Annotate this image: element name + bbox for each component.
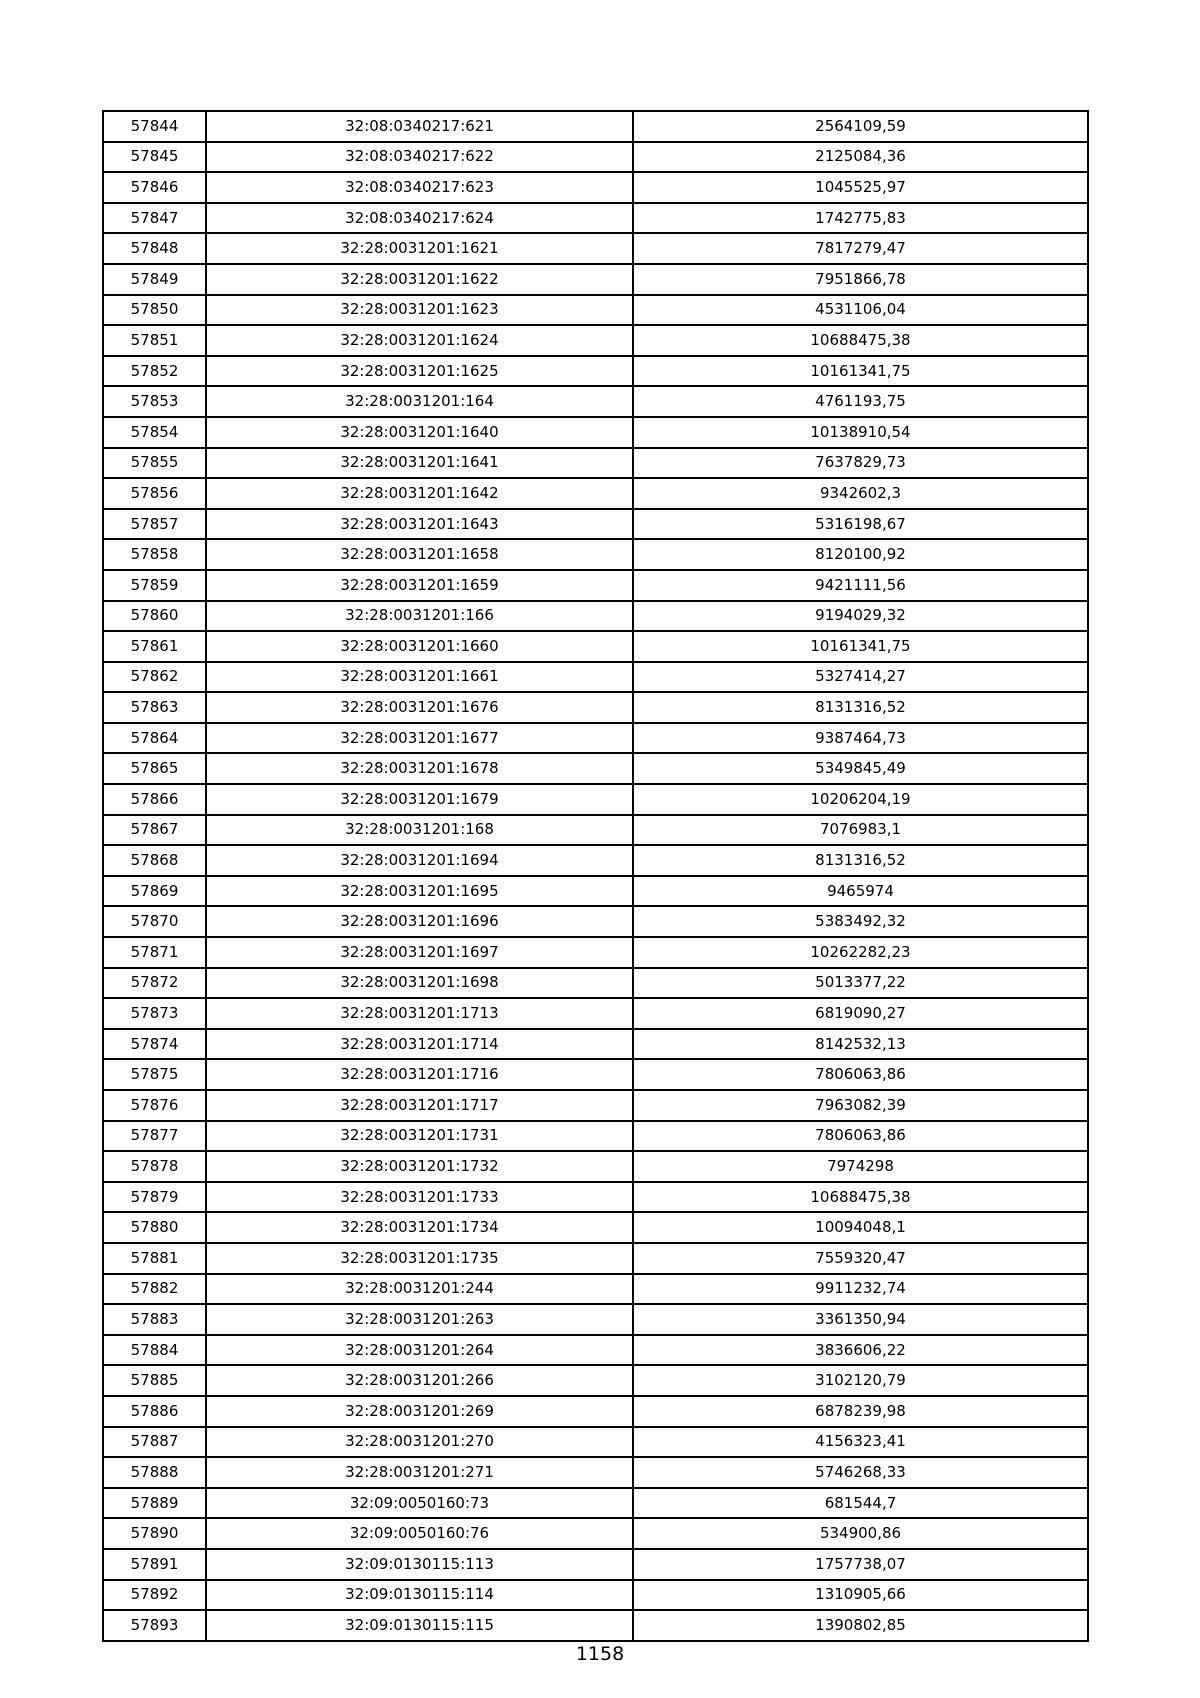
- table-row: [103, 1457, 1088, 1488]
- cadastral-number-cell: 32:09:0130115:115: [206, 1610, 633, 1641]
- cadastral-number-cell: 32:09:0130115:114: [206, 1580, 633, 1611]
- table-row: [103, 142, 1088, 173]
- cadastral-number-cell: 32:28:0031201:1694: [206, 845, 633, 876]
- row-number-cell: 57882: [103, 1274, 206, 1305]
- row-number-cell: 57889: [103, 1488, 206, 1519]
- value-cell: 9421111,56: [633, 570, 1088, 601]
- row-number-cell: 57885: [103, 1365, 206, 1396]
- cadastral-number-cell: 32:28:0031201:1641: [206, 448, 633, 479]
- row-number-cell: 57880: [103, 1212, 206, 1243]
- table-row: [103, 1151, 1088, 1182]
- cadastral-number-cell: 32:28:0031201:1625: [206, 356, 633, 387]
- value-cell: 534900,86: [633, 1518, 1088, 1549]
- cadastral-number-cell: 32:28:0031201:1714: [206, 1029, 633, 1060]
- value-cell: 1045525,97: [633, 172, 1088, 203]
- value-cell: 7951866,78: [633, 264, 1088, 295]
- row-number-cell: 57853: [103, 386, 206, 417]
- cadastral-number-cell: 32:09:0050160:73: [206, 1488, 633, 1519]
- table-row: [103, 1029, 1088, 1060]
- value-cell: 7817279,47: [633, 233, 1088, 264]
- cadastral-number-cell: 32:28:0031201:264: [206, 1335, 633, 1366]
- row-number-cell: 57883: [103, 1304, 206, 1335]
- value-cell: 5013377,22: [633, 968, 1088, 999]
- table-row: [103, 295, 1088, 326]
- row-number-cell: 57863: [103, 692, 206, 723]
- table-row: [103, 1212, 1088, 1243]
- table-row: [103, 631, 1088, 662]
- cadastral-number-cell: 32:28:0031201:244: [206, 1274, 633, 1305]
- table-row: [103, 662, 1088, 693]
- cadastral-number-cell: 32:09:0050160:76: [206, 1518, 633, 1549]
- table-row: [103, 1182, 1088, 1213]
- table-row: [103, 1396, 1088, 1427]
- value-cell: 8142532,13: [633, 1029, 1088, 1060]
- value-cell: 9342602,3: [633, 478, 1088, 509]
- value-cell: 5746268,33: [633, 1457, 1088, 1488]
- table-row: [103, 723, 1088, 754]
- value-cell: 9387464,73: [633, 723, 1088, 754]
- table-row: [103, 1304, 1088, 1335]
- table-row: [103, 264, 1088, 295]
- table-body: [103, 111, 1088, 1641]
- table-row: [103, 570, 1088, 601]
- cadastral-number-cell: 32:28:0031201:1698: [206, 968, 633, 999]
- table-row: [103, 448, 1088, 479]
- table-row: [103, 1365, 1088, 1396]
- cadastral-number-cell: 32:28:0031201:1677: [206, 723, 633, 754]
- table-row: [103, 1427, 1088, 1458]
- table-row: [103, 111, 1088, 142]
- row-number-cell: 57844: [103, 111, 206, 142]
- value-cell: 10161341,75: [633, 631, 1088, 662]
- cadastral-number-cell: 32:28:0031201:1732: [206, 1151, 633, 1182]
- table-row: [103, 1243, 1088, 1274]
- value-cell: 6819090,27: [633, 998, 1088, 1029]
- table-row: [103, 356, 1088, 387]
- page-number: 1158: [575, 1643, 625, 1665]
- cadastral-number-cell: 32:09:0130115:113: [206, 1549, 633, 1580]
- value-cell: 8120100,92: [633, 539, 1088, 570]
- row-number-cell: 57845: [103, 142, 206, 173]
- row-number-cell: 57867: [103, 815, 206, 846]
- cadastral-number-cell: 32:28:0031201:1697: [206, 937, 633, 968]
- table-row: [103, 1549, 1088, 1580]
- cadastral-number-cell: 32:28:0031201:1640: [206, 417, 633, 448]
- value-cell: 10206204,19: [633, 784, 1088, 815]
- value-cell: 9194029,32: [633, 601, 1088, 632]
- data-table: [102, 110, 1089, 1642]
- cadastral-number-cell: 32:28:0031201:1642: [206, 478, 633, 509]
- table-row: [103, 203, 1088, 234]
- row-number-cell: 57878: [103, 1151, 206, 1182]
- value-cell: 4156323,41: [633, 1427, 1088, 1458]
- table-row: [103, 906, 1088, 937]
- value-cell: 9465974: [633, 876, 1088, 907]
- row-number-cell: 57858: [103, 539, 206, 570]
- cadastral-number-cell: 32:28:0031201:269: [206, 1396, 633, 1427]
- row-number-cell: 57888: [103, 1457, 206, 1488]
- table-row: [103, 539, 1088, 570]
- row-number-cell: 57864: [103, 723, 206, 754]
- row-number-cell: 57873: [103, 998, 206, 1029]
- value-cell: 4761193,75: [633, 386, 1088, 417]
- value-cell: 7076983,1: [633, 815, 1088, 846]
- cadastral-number-cell: 32:28:0031201:271: [206, 1457, 633, 1488]
- value-cell: 10688475,38: [633, 1182, 1088, 1213]
- table-row: [103, 845, 1088, 876]
- table-row: [103, 692, 1088, 723]
- table-row: [103, 1580, 1088, 1611]
- value-cell: 1757738,07: [633, 1549, 1088, 1580]
- row-number-cell: 57857: [103, 509, 206, 540]
- table-row: [103, 937, 1088, 968]
- value-cell: 3361350,94: [633, 1304, 1088, 1335]
- row-number-cell: 57881: [103, 1243, 206, 1274]
- table-row: [103, 601, 1088, 632]
- table-row: [103, 417, 1088, 448]
- table-row: [103, 876, 1088, 907]
- row-number-cell: 57846: [103, 172, 206, 203]
- value-cell: 8131316,52: [633, 845, 1088, 876]
- table-row: [103, 1090, 1088, 1121]
- table-row: [103, 1335, 1088, 1366]
- row-number-cell: 57851: [103, 325, 206, 356]
- table-row: [103, 386, 1088, 417]
- row-number-cell: 57892: [103, 1580, 206, 1611]
- row-number-cell: 57893: [103, 1610, 206, 1641]
- cadastral-number-cell: 32:28:0031201:166: [206, 601, 633, 632]
- cadastral-number-cell: 32:28:0031201:168: [206, 815, 633, 846]
- cadastral-number-cell: 32:28:0031201:1733: [206, 1182, 633, 1213]
- cadastral-number-cell: 32:28:0031201:1678: [206, 753, 633, 784]
- table-row: [103, 968, 1088, 999]
- table-row: [103, 509, 1088, 540]
- row-number-cell: 57861: [103, 631, 206, 662]
- cadastral-number-cell: 32:28:0031201:1695: [206, 876, 633, 907]
- row-number-cell: 57871: [103, 937, 206, 968]
- value-cell: 3102120,79: [633, 1365, 1088, 1396]
- table-row: [103, 998, 1088, 1029]
- value-cell: 7806063,86: [633, 1059, 1088, 1090]
- cadastral-number-cell: 32:28:0031201:1716: [206, 1059, 633, 1090]
- cadastral-number-cell: 32:28:0031201:1679: [206, 784, 633, 815]
- value-cell: 10094048,1: [633, 1212, 1088, 1243]
- cadastral-number-cell: 32:28:0031201:1624: [206, 325, 633, 356]
- row-number-cell: 57874: [103, 1029, 206, 1060]
- value-cell: 7806063,86: [633, 1121, 1088, 1152]
- row-number-cell: 57870: [103, 906, 206, 937]
- row-number-cell: 57866: [103, 784, 206, 815]
- table-row: [103, 1059, 1088, 1090]
- table-row: [103, 1274, 1088, 1305]
- cadastral-number-cell: 32:28:0031201:1731: [206, 1121, 633, 1152]
- value-cell: 3836606,22: [633, 1335, 1088, 1366]
- row-number-cell: 57876: [103, 1090, 206, 1121]
- cadastral-number-cell: 32:28:0031201:1661: [206, 662, 633, 693]
- row-number-cell: 57862: [103, 662, 206, 693]
- row-number-cell: 57875: [103, 1059, 206, 1090]
- row-number-cell: 57891: [103, 1549, 206, 1580]
- value-cell: 1310905,66: [633, 1580, 1088, 1611]
- row-number-cell: 57890: [103, 1518, 206, 1549]
- row-number-cell: 57847: [103, 203, 206, 234]
- row-number-cell: 57848: [103, 233, 206, 264]
- value-cell: 7637829,73: [633, 448, 1088, 479]
- row-number-cell: 57877: [103, 1121, 206, 1152]
- row-number-cell: 57886: [103, 1396, 206, 1427]
- table-row: [103, 815, 1088, 846]
- value-cell: 5327414,27: [633, 662, 1088, 693]
- cadastral-number-cell: 32:08:0340217:621: [206, 111, 633, 142]
- value-cell: 7963082,39: [633, 1090, 1088, 1121]
- cadastral-number-cell: 32:28:0031201:1659: [206, 570, 633, 601]
- row-number-cell: 57859: [103, 570, 206, 601]
- cadastral-number-cell: 32:28:0031201:1734: [206, 1212, 633, 1243]
- row-number-cell: 57855: [103, 448, 206, 479]
- value-cell: 10161341,75: [633, 356, 1088, 387]
- value-cell: 1742775,83: [633, 203, 1088, 234]
- cadastral-number-cell: 32:28:0031201:1622: [206, 264, 633, 295]
- value-cell: 5383492,32: [633, 906, 1088, 937]
- value-cell: 10262282,23: [633, 937, 1088, 968]
- value-cell: 2125084,36: [633, 142, 1088, 173]
- value-cell: 9911232,74: [633, 1274, 1088, 1305]
- value-cell: 8131316,52: [633, 692, 1088, 723]
- row-number-cell: 57860: [103, 601, 206, 632]
- table-row: [103, 325, 1088, 356]
- cadastral-number-cell: 32:28:0031201:1658: [206, 539, 633, 570]
- value-cell: 4531106,04: [633, 295, 1088, 326]
- table-row: [103, 233, 1088, 264]
- table-row: [103, 784, 1088, 815]
- table-row: [103, 1518, 1088, 1549]
- row-number-cell: 57854: [103, 417, 206, 448]
- cadastral-number-cell: 32:28:0031201:164: [206, 386, 633, 417]
- row-number-cell: 57856: [103, 478, 206, 509]
- cadastral-number-cell: 32:08:0340217:622: [206, 142, 633, 173]
- row-number-cell: 57884: [103, 1335, 206, 1366]
- cadastral-number-cell: 32:28:0031201:1735: [206, 1243, 633, 1274]
- value-cell: 1390802,85: [633, 1610, 1088, 1641]
- row-number-cell: 57887: [103, 1427, 206, 1458]
- row-number-cell: 57849: [103, 264, 206, 295]
- cadastral-number-cell: 32:28:0031201:1713: [206, 998, 633, 1029]
- value-cell: 7974298: [633, 1151, 1088, 1182]
- value-cell: 7559320,47: [633, 1243, 1088, 1274]
- table-row: [103, 478, 1088, 509]
- cadastral-number-cell: 32:28:0031201:1623: [206, 295, 633, 326]
- row-number-cell: 57872: [103, 968, 206, 999]
- table-row: [103, 1610, 1088, 1641]
- value-cell: 2564109,59: [633, 111, 1088, 142]
- table-row: [103, 1121, 1088, 1152]
- row-number-cell: 57865: [103, 753, 206, 784]
- cadastral-number-cell: 32:28:0031201:1717: [206, 1090, 633, 1121]
- cadastral-number-cell: 32:08:0340217:623: [206, 172, 633, 203]
- cadastral-number-cell: 32:28:0031201:1660: [206, 631, 633, 662]
- value-cell: 10138910,54: [633, 417, 1088, 448]
- value-cell: 10688475,38: [633, 325, 1088, 356]
- cadastral-number-cell: 32:28:0031201:1643: [206, 509, 633, 540]
- row-number-cell: 57879: [103, 1182, 206, 1213]
- table-row: [103, 753, 1088, 784]
- cadastral-number-cell: 32:28:0031201:266: [206, 1365, 633, 1396]
- value-cell: 681544,7: [633, 1488, 1088, 1519]
- row-number-cell: 57850: [103, 295, 206, 326]
- table-row: [103, 172, 1088, 203]
- cadastral-number-cell: 32:28:0031201:1621: [206, 233, 633, 264]
- cadastral-number-cell: 32:08:0340217:624: [206, 203, 633, 234]
- row-number-cell: 57868: [103, 845, 206, 876]
- value-cell: 5349845,49: [633, 753, 1088, 784]
- value-cell: 5316198,67: [633, 509, 1088, 540]
- cadastral-number-cell: 32:28:0031201:263: [206, 1304, 633, 1335]
- cadastral-number-cell: 32:28:0031201:1696: [206, 906, 633, 937]
- cadastral-number-cell: 32:28:0031201:1676: [206, 692, 633, 723]
- cadastral-number-cell: 32:28:0031201:270: [206, 1427, 633, 1458]
- row-number-cell: 57852: [103, 356, 206, 387]
- table-row: [103, 1488, 1088, 1519]
- row-number-cell: 57869: [103, 876, 206, 907]
- value-cell: 6878239,98: [633, 1396, 1088, 1427]
